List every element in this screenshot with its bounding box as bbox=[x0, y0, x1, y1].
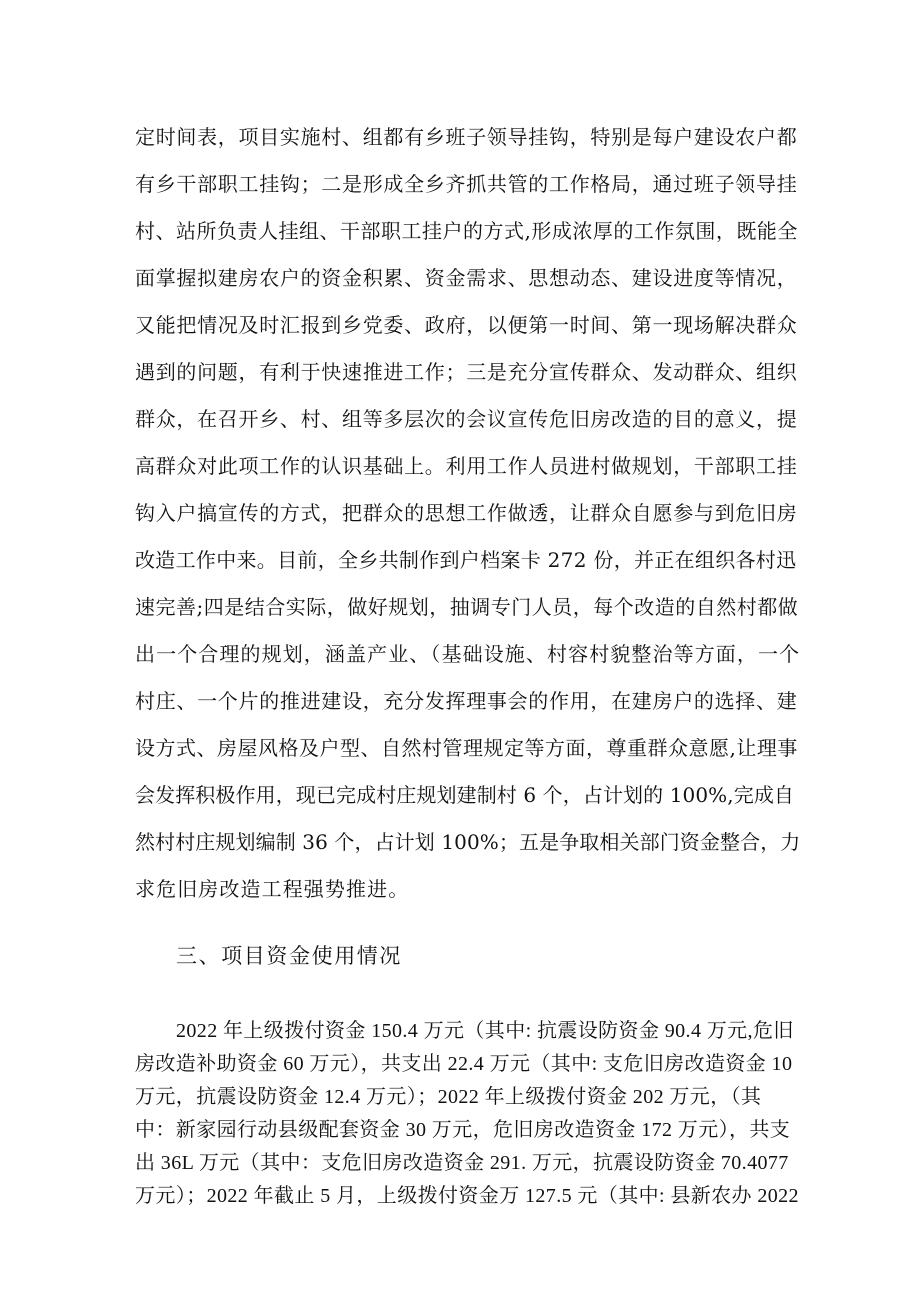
paragraph-1-line: 又能把情况及时汇报到乡党委、政府，以便第一时间、第一现场解决群众 bbox=[135, 313, 798, 337]
paragraph-1-line: 遇到的问题，有利于快速推进工作；三是充分宣传群众、发动群众、组织 bbox=[135, 360, 798, 384]
paragraph-1-line: 会发挥积极作用，现已完成村庄规划建制村 6 个，占计划的 100%,完成自 bbox=[135, 783, 795, 807]
paragraph-1-line: 群众，在召开乡、村、组等多层次的会议宣传危旧房改造的目的意义，提 bbox=[135, 407, 798, 431]
paragraph-1-line: 高群众对此项工作的认识基础上。利用工作人员进村做规划，干部职工挂 bbox=[135, 454, 798, 478]
paragraph-1-line: 定时间表，项目实施村、组都有乡班子领导挂钩，特别是每户建设农户都 bbox=[135, 125, 798, 149]
paragraph-1-line: 求危旧房改造工程强势推进。 bbox=[135, 877, 410, 901]
paragraph-2-line: 万元）；2022 年截止 5 月，上级拨付资金万 127.5 元（其中: 县新农办 2022 bbox=[135, 1185, 799, 1207]
paragraph-1-line: 然村村庄规划编制 36 个，占计划 100%；五是争取相关部门资金整合，力 bbox=[135, 830, 801, 854]
paragraph-2-line: 中：新家园行动县级配套资金 30 万元，危旧房改造资金 172 万元），共支 bbox=[135, 1119, 791, 1141]
paragraph-1-line: 村、站所负责人挂组、干部职工挂户的方式,形成浓厚的工作氛围，既能全 bbox=[135, 219, 798, 243]
paragraph-1-line: 钩入户搞宣传的方式，把群众的思想工作做透，让群众自愿参与到危旧房 bbox=[135, 501, 798, 525]
paragraph-2-line: 房改造补助资金 60 万元），共支出 22.4 万元（其中: 支危旧房改造资金 10 bbox=[135, 1053, 793, 1075]
paragraph-2-line: 万元，抗震设防资金 12.4 万元）；2022 年上级拨付资金 202 万元，（其 bbox=[135, 1086, 762, 1108]
paragraph-1-line: 设方式、房屋风格及户型、自然村管理规定等方面，尊重群众意愿,让理事 bbox=[135, 736, 798, 760]
paragraph-2-line: 2022 年上级拨付资金 150.4 万元（其中: 抗震设防资金 90.4 万元,危旧 bbox=[176, 1020, 794, 1042]
paragraph-1-line: 村庄、一个片的推进建设，充分发挥理事会的作用，在建房户的选择、建 bbox=[135, 689, 798, 713]
paragraph-1-line: 速完善;四是结合实际，做好规划，抽调专门人员，每个改造的自然村都做 bbox=[135, 595, 799, 619]
section-heading: 三、项目资金使用情况 bbox=[176, 944, 402, 968]
paragraph-2-line: 出 36L 万元（其中：支危旧房改造资金 291. 万元，抗震设防资金 70.4077 bbox=[135, 1152, 789, 1174]
paragraph-1-line: 面掌握拟建房农户的资金积累、资金需求、思想动态、建设进度等情况， bbox=[135, 266, 798, 290]
paragraph-1-line: 改造工作中来。目前，全乡共制作到户档案卡 272 份，并正在组织各村迅 bbox=[135, 548, 797, 572]
paragraph-1-line: 有乡干部职工挂钩；二是形成全乡齐抓共管的工作格局，通过班子领导挂 bbox=[135, 172, 798, 196]
paragraph-1-line: 出一个合理的规划，涵盖产业、（基础设施、村容村貌整治等方面，一个 bbox=[135, 642, 801, 666]
